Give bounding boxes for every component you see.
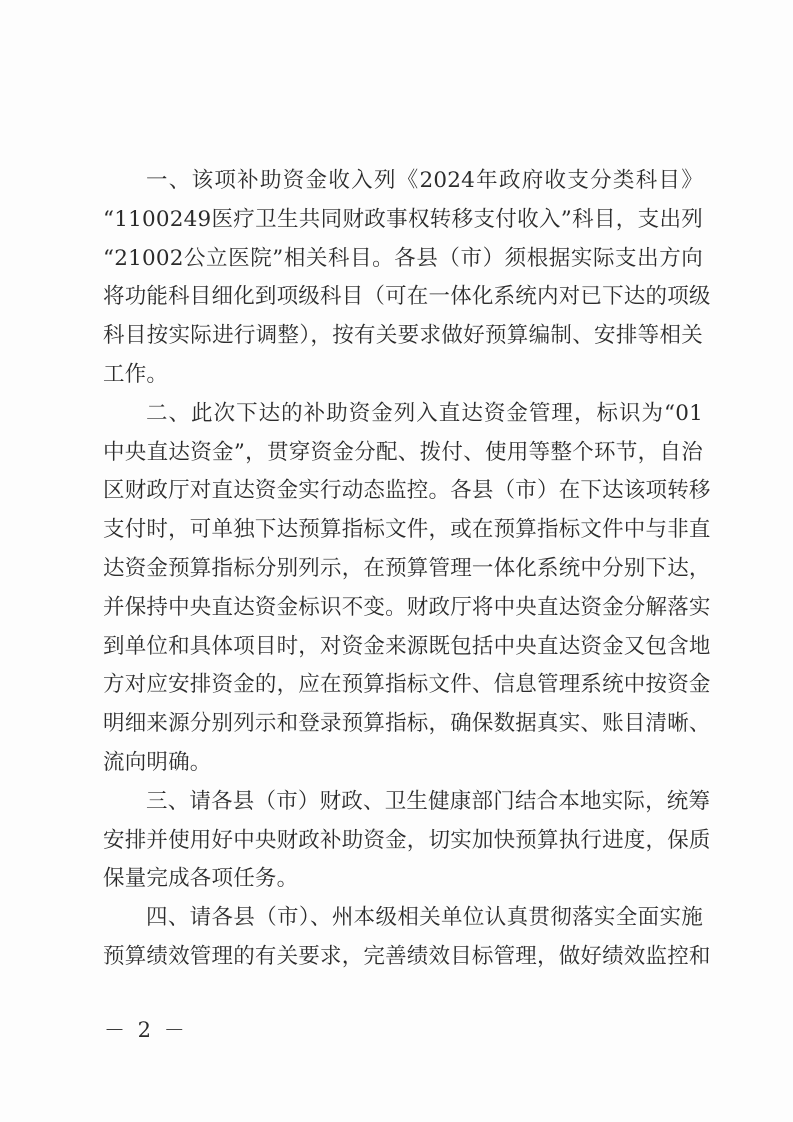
paragraph-4-line-1: 四、请各县（市）、州本级相关单位认真贯彻落实全面实施 bbox=[146, 905, 703, 930]
paragraph-3-line-3: 保量完成各项任务。 bbox=[103, 866, 299, 891]
paragraph-1-line-1: 一、该项补助资金收入列《2024年政府收支分类科目》 bbox=[146, 168, 703, 193]
paragraph-2-line-8: 方对应安排资金的，应在预算指标文件、信息管理系统中按资金 bbox=[103, 672, 711, 697]
paragraph-2-line-5: 达资金预算指标分别列示，在预算管理一体化系统中分别下达， bbox=[103, 556, 711, 581]
paragraph-1-line-2: “1100249医疗卫生共同财政事权转移支付收入”科目，支出列 bbox=[103, 207, 703, 232]
paragraph-2-line-7: 到单位和具体项目时，对资金来源既包括中央直达资金又包含地 bbox=[103, 634, 711, 659]
paragraph-1-line-4: 将功能科目细化到项级科目（可在一体化系统内对已下达的项级 bbox=[103, 284, 711, 309]
paragraph-4-line-2: 预算绩效管理的有关要求，完善绩效目标管理，做好绩效监控和 bbox=[103, 944, 711, 969]
paragraph-2-line-3: 区财政厅对直达资金实行动态监控。各县（市）在下达该项转移 bbox=[103, 478, 711, 503]
paragraph-1-line-5: 科目按实际进行调整），按有关要求做好预算编制、安排等相关 bbox=[103, 323, 703, 348]
paragraph-1-line-3: “21002公立医院”相关科目。各县（市）须根据实际支出方向 bbox=[103, 246, 703, 271]
paragraph-2-line-9: 明细来源分别列示和登录预算指标，确保数据真实、账目清晰、 bbox=[103, 711, 711, 736]
paragraph-2-line-1: 二、此次下达的补助资金列入直达资金管理，标识为“01 bbox=[146, 401, 703, 426]
paragraph-2-line-6: 并保持中央直达资金标识不变。财政厅将中央直达资金分解落实 bbox=[103, 595, 711, 620]
page-number: － 2 － bbox=[104, 1018, 188, 1042]
paragraph-2-line-10: 流向明确。 bbox=[103, 750, 212, 775]
paragraph-3-line-1: 三、请各县（市）财政、卫生健康部门结合本地实际，统筹 bbox=[146, 789, 711, 814]
paragraph-2-line-2: 中央直达资金”，贯穿资金分配、拨付、使用等整个环节，自治 bbox=[103, 440, 703, 465]
paragraph-1-line-6: 工作。 bbox=[103, 362, 169, 387]
paragraph-2-line-4: 支付时，可单独下达预算指标文件，或在预算指标文件中与非直 bbox=[103, 517, 711, 542]
paragraph-3-line-2: 安排并使用好中央财政补助资金，切实加快预算执行进度，保质 bbox=[103, 828, 711, 853]
